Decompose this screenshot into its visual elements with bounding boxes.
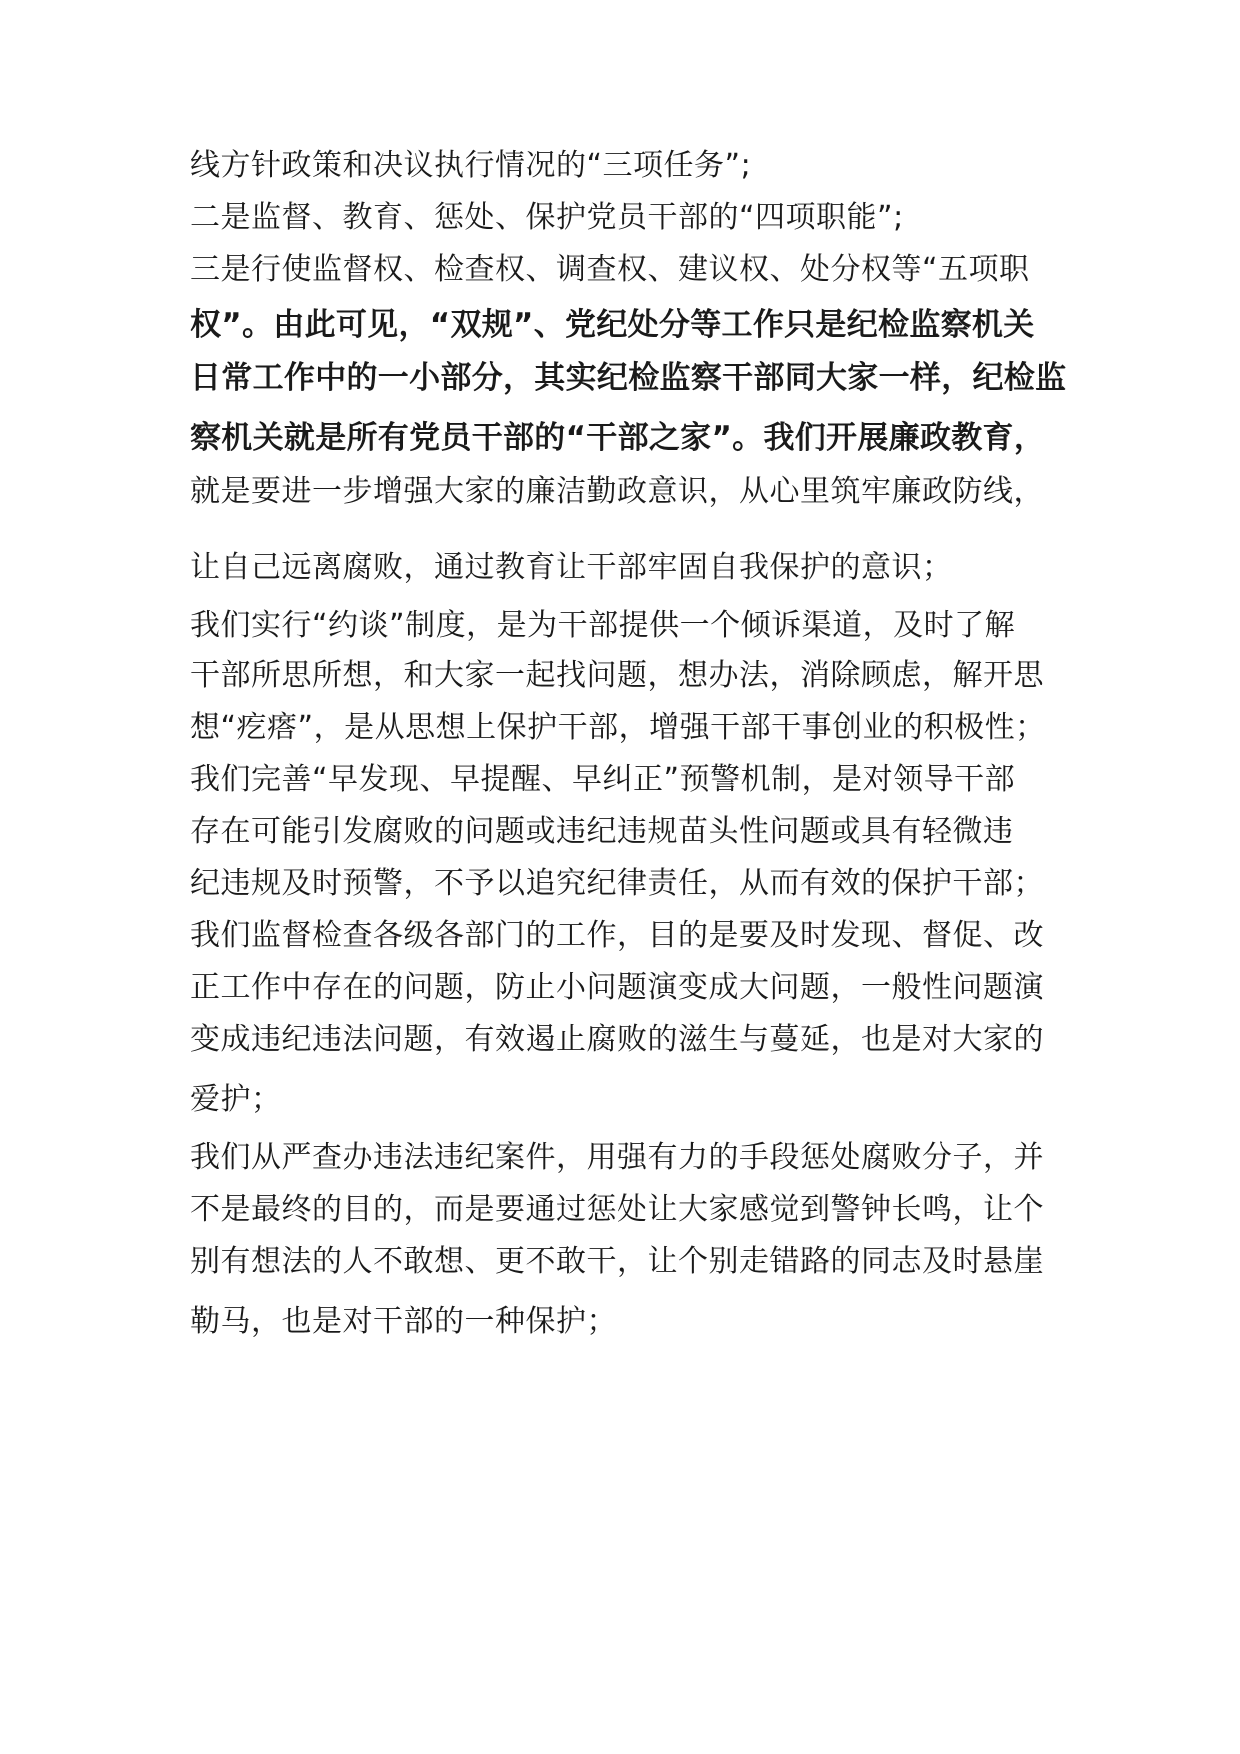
text-line-8: 让自己远离腐败，通过教育让干部牢固自我保护的意识；	[190, 550, 953, 585]
text-line-13: 存在可能引发腐败的问题或违纪违规苗头性问题或具有轻微违	[190, 814, 1014, 849]
text-line-22: 勒马，也是对干部的一种保护；	[190, 1304, 617, 1339]
text-line-15: 我们监督检查各级各部门的工作，目的是要及时发现、督促、改	[190, 918, 1044, 953]
text-line-16: 正工作中存在的问题，防止小问题演变成大问题，一般性问题演	[190, 970, 1044, 1005]
text-line-5: 日常工作中的一小部分，其实纪检监察干部同大家一样，纪检监	[190, 360, 1067, 396]
text-line-4: 权”。由此可见，“双规”、党纪处分等工作只是纪检监察机关	[190, 307, 1035, 343]
text-line-7: 就是要进一步增强大家的廉洁勤政意识，从心里筑牢廉政防线，	[190, 474, 1044, 509]
text-line-12: 我们完善“早发现、早提醒、早纠正”预警机制，是对领导干部	[190, 762, 1016, 797]
text-line-11: 想“疙瘩”，是从思想上保护干部，增强干部干事创业的积极性；	[190, 710, 1046, 745]
text-line-10: 干部所思所想，和大家一起找问题，想办法，消除顾虑，解开思	[190, 658, 1044, 693]
text-line-1: 线方针政策和决议执行情况的“三项任务”;	[190, 148, 752, 183]
text-line-20: 不是最终的目的，而是要通过惩处让大家感觉到警钟长鸣，让个	[190, 1192, 1044, 1227]
text-line-17: 变成违纪违法问题，有效遏止腐败的滋生与蔓延，也是对大家的	[190, 1022, 1044, 1057]
text-line-2: 二是监督、教育、惩处、保护党员干部的“四项职能”;	[190, 200, 904, 235]
text-line-14: 纪违规及时预警，不予以追究纪律责任，从而有效的保护干部；	[190, 866, 1044, 901]
text-line-6: 察机关就是所有党员干部的“干部之家”。我们开展廉政教育，	[190, 420, 1046, 456]
text-line-19: 我们从严查办违法违纪案件，用强有力的手段惩处腐败分子，并	[190, 1140, 1044, 1175]
text-line-9: 我们实行“约谈”制度，是为干部提供一个倾诉渠道，及时了解	[190, 608, 1016, 643]
text-line-21: 别有想法的人不敢想、更不敢干，让个别走错路的同志及时悬崖	[190, 1244, 1044, 1279]
text-line-18: 爱护；	[190, 1082, 282, 1117]
text-line-3: 三是行使监督权、检查权、调查权、建议权、处分权等“五项职	[190, 252, 1030, 287]
